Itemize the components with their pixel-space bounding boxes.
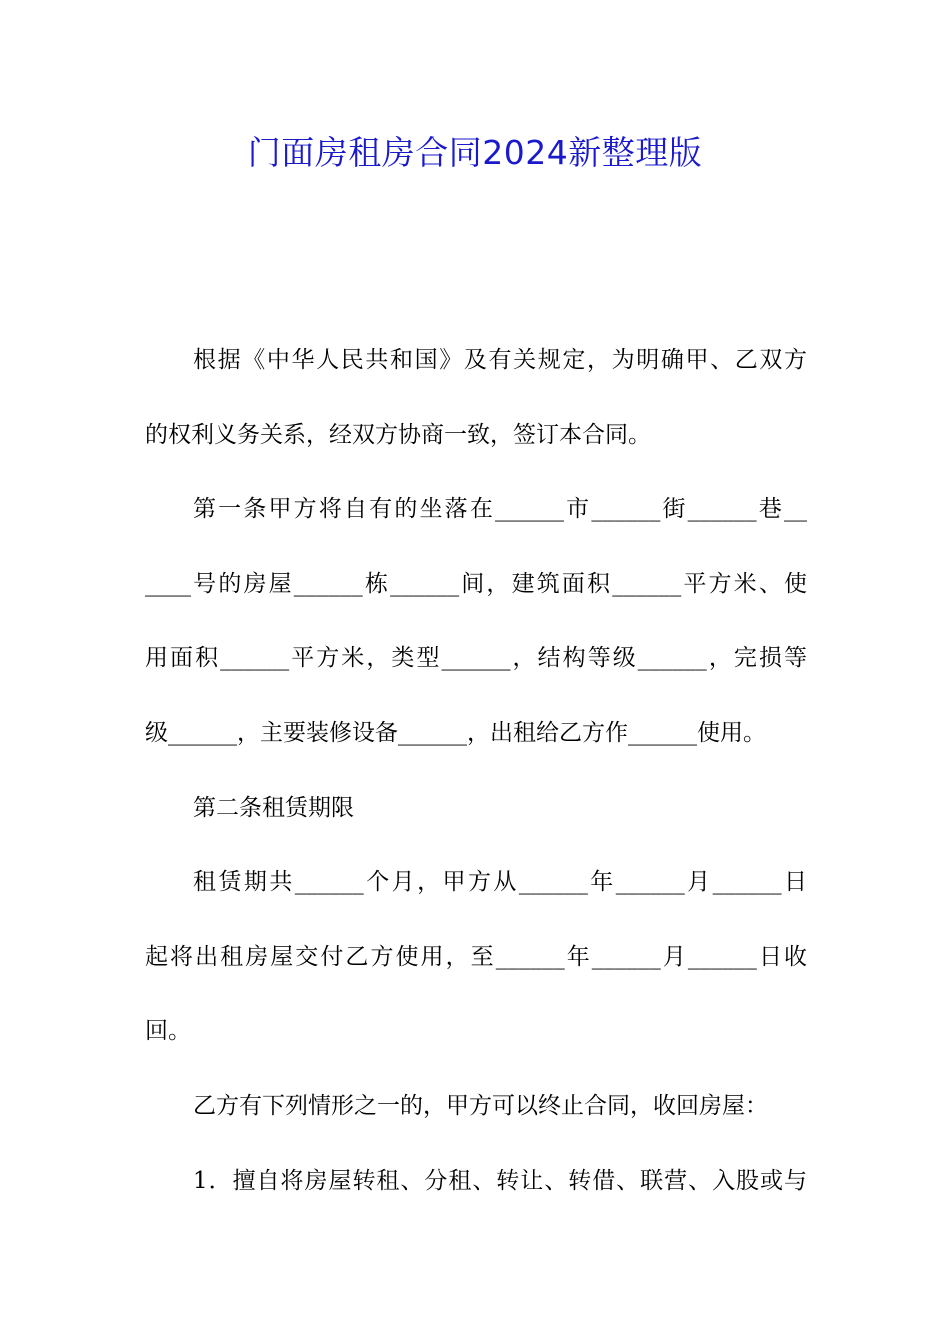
document-title: 门面房租房合同2024新整理版 [247, 133, 703, 172]
body-line-11: 乙方有下列情形之一的，甲方可以终止合同，收回房屋： [193, 1092, 768, 1119]
body-line-5: 用面积______平方米，类型______，结构等级______，完损等 [145, 645, 807, 672]
body-line-6: 级______，主要装修设备______，出租给乙方作______使用。 [145, 719, 766, 746]
body-line-10: 回。 [145, 1018, 191, 1045]
body-line-8: 租赁期共______个月，甲方从______年______月______日 [193, 869, 807, 896]
document-body [145, 323, 807, 1218]
body-line-3: 第一条甲方将自有的坐落在______市______街______巷__ [193, 496, 807, 523]
body-line-1: 根据《中华人民共和国》及有关规定，为明确甲、乙双方 [193, 347, 807, 373]
body-line-9: 起将出租房屋交付乙方使用，至______年______月______日收 [145, 943, 807, 970]
body-line-4: ____号的房屋______栋______间，建筑面积______平方米、使 [145, 570, 807, 597]
body-line-12: 1．擅自将房屋转租、分租、转让、转借、联营、入股或与 [193, 1167, 807, 1194]
body-line-7: 第二条租赁期限 [193, 794, 354, 821]
body-line-2: 的权利义务关系，经双方协商一致，签订本合同。 [145, 421, 651, 448]
